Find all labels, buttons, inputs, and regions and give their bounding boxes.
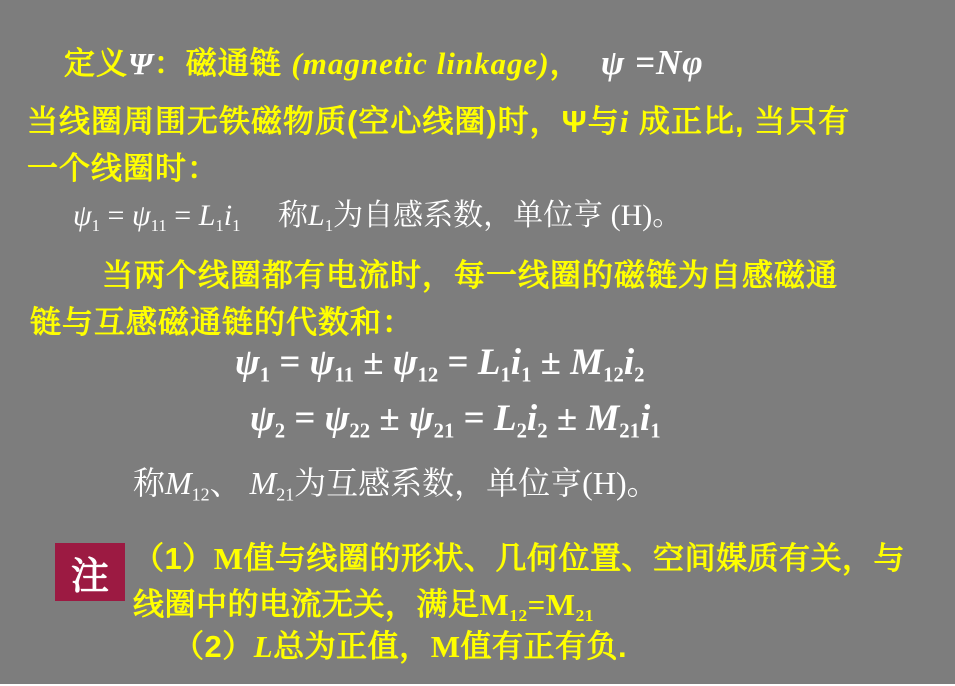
note-item-1-line-2: 线圈中的电流无关，满足$M_{12}=M_{21}$ — [133, 587, 594, 626]
flux-linkage-formula-coil2: $\psi_2 = \psi_{22} \pm \psi_{21} = L_2i_2 \pm M_{21}i_1$ — [250, 398, 661, 443]
paragraph-two-coils — [30, 252, 930, 346]
mutual-inductance-definition-line: 称$M_{12}$、 $M_{21}$为互感系数，单位亨(H)。 — [133, 465, 659, 505]
paragraph-line-1: 当两个线圈都有电流时，每一线圈的磁链为自感磁通 — [102, 258, 838, 293]
note-item-1 — [133, 536, 905, 628]
note-item-2: （2）L总为正值，M值有正有负. — [173, 629, 628, 664]
paragraph-line-2: 一个线圈时： — [27, 151, 219, 186]
self-inductance-formula: $\psi_1 = \psi_{11} = L_1i_1$ 称$L_1$为自感系数，单位亨 (H)。 — [73, 199, 683, 235]
paragraph-line-2: 链与互感磁通链的代数和： — [30, 305, 414, 340]
paragraph-hollow-coil — [27, 98, 937, 192]
paragraph-line-1: 当线圈周围无铁磁物质(空心线圈)时，Ψ与i 成正比, 当只有 — [27, 104, 851, 139]
slide-title-definition-flux-linkage: 定义Ψ：磁通链 (magnetic linkage)， ψ =Nφ — [64, 43, 704, 82]
note-badge: 注 — [55, 543, 125, 601]
flux-linkage-formula-coil1: $\psi_1 = \psi_{11} \pm \psi_{12} = L_1i_1 \pm M_{12}i_2$ — [235, 342, 645, 387]
note-item-1-line-1: （1）M值与线圈的形状、几何位置、空间媒质有关，与 — [133, 541, 906, 576]
